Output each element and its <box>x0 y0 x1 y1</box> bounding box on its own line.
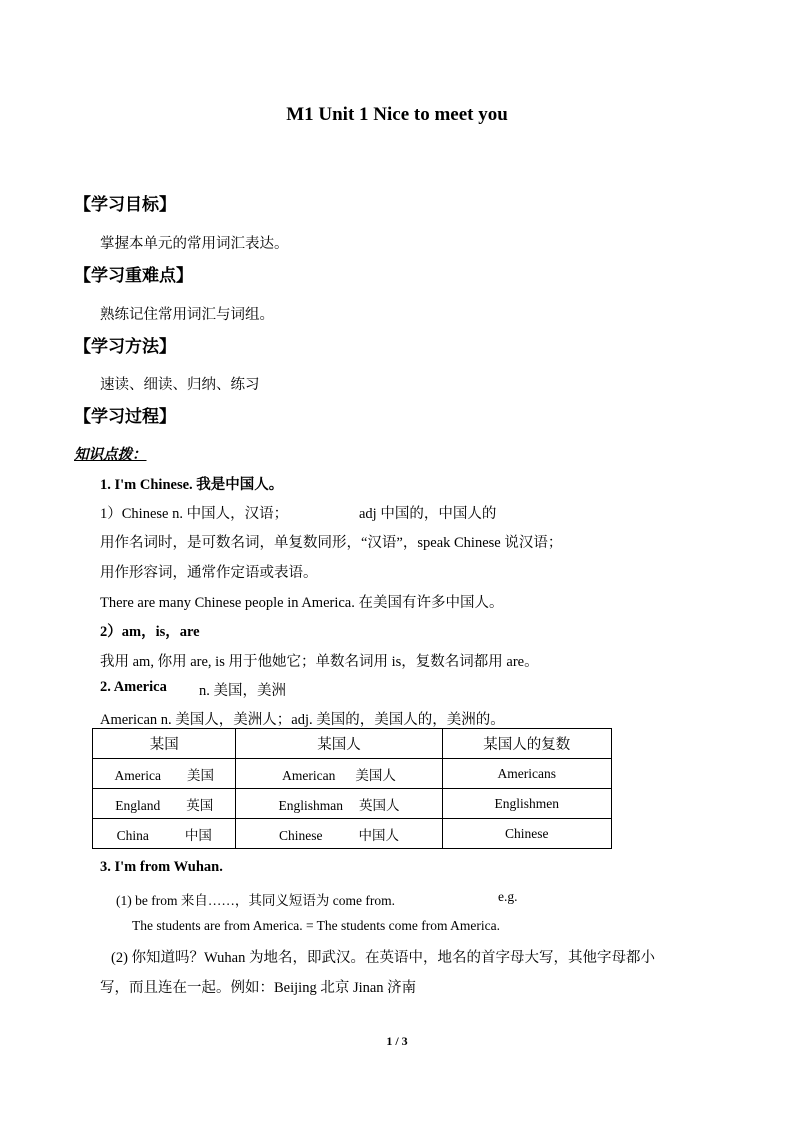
page-number: 1 / 3 <box>386 1034 408 1048</box>
table-cell-country <box>93 759 236 789</box>
item3-heading: 3. I'm from Wuhan. <box>100 859 223 875</box>
country-zh: 美国 <box>186 767 214 783</box>
country-zh: 英国 <box>186 797 214 813</box>
method-text: 速读、细读、归纳、练习 <box>100 377 260 393</box>
table-row <box>93 819 612 849</box>
item2-line1: American n. 美国人，美洲人；adj. 美国的，美国人的，美洲的。 <box>100 712 505 728</box>
item3-line3: (2) 你知道吗？Wuhan 为地名，即武汉。在英语中，地名的首字母大写，其他字母都小 <box>111 950 655 966</box>
knowledge-label: 知识点拨： <box>74 447 147 463</box>
person-en: Englishman <box>278 797 343 813</box>
item2-heading: 2. America <box>100 679 167 695</box>
key-points-heading: 【学习重难点】 <box>74 266 193 285</box>
table-cell-person <box>236 819 442 849</box>
table-cell-plural: Chinese <box>442 819 611 849</box>
country-en: China <box>116 827 149 843</box>
process-heading: 【学习过程】 <box>74 407 176 426</box>
item3-line1a: (1) be from 来自……，其同义短语为 come from. <box>116 893 395 908</box>
page-title: M1 Unit 1 Nice to meet you <box>286 104 508 125</box>
objective-heading: 【学习目标】 <box>74 195 176 214</box>
key-points-text: 熟练记住常用词汇与词组。 <box>100 307 274 323</box>
item1-line2: 用作名词时，是可数名词，单复数同形，“汉语”，speak Chinese 说汉语； <box>100 535 563 551</box>
item3-line2: The students are from America. = The students come from America. <box>132 918 501 933</box>
country-en: America <box>114 767 161 783</box>
nationality-table <box>92 728 612 849</box>
table-cell-country <box>93 789 236 819</box>
item1-line1a: 1）Chinese n. 中国人，汉语； <box>100 506 289 522</box>
item1-line5: 我用 am, 你用 are, is 用于他她它；单数名词用 is，复数名词都用 are。 <box>100 654 539 670</box>
method-heading: 【学习方法】 <box>74 337 176 356</box>
person-en: American <box>282 767 336 783</box>
table-cell-person <box>236 789 442 819</box>
item1-line3: 用作形容词，通常作定语或表语。 <box>100 565 318 581</box>
table-cell-plural: Americans <box>442 759 611 789</box>
objective-text: 掌握本单元的常用词汇表达。 <box>100 236 289 252</box>
table-header: 某国人 <box>236 729 442 759</box>
table-row <box>93 759 612 789</box>
item1-sub2: 2）am，is，are <box>100 624 200 640</box>
person-en: Chinese <box>279 827 323 843</box>
person-zh: 美国人 <box>355 767 396 783</box>
table-row <box>93 789 612 819</box>
table-cell-country <box>93 819 236 849</box>
item1-heading: 1. I'm Chinese. 我是中国人。 <box>100 477 284 493</box>
item3-line4: 写，而且连在一起。例如：Beijing 北京 Jinan 济南 <box>100 980 417 996</box>
person-zh: 英国人 <box>359 797 400 813</box>
item1-line1b: adj 中国的，中国人的 <box>359 506 497 522</box>
country-en: England <box>115 797 161 813</box>
table-header: 某国 <box>93 729 236 759</box>
country-zh: 中国 <box>184 827 212 843</box>
table-cell-person <box>236 759 442 789</box>
table-header: 某国人的复数 <box>442 729 611 759</box>
item1-line4: There are many Chinese people in America. 在美国有许多中国人。 <box>100 595 504 611</box>
person-zh: 中国人 <box>358 827 399 843</box>
item2-heading-def: n. 美国，美洲 <box>199 683 286 699</box>
table-header-row <box>93 729 612 759</box>
table-cell-plural: Englishmen <box>442 789 611 819</box>
item3-line1b: e.g. <box>498 889 518 904</box>
